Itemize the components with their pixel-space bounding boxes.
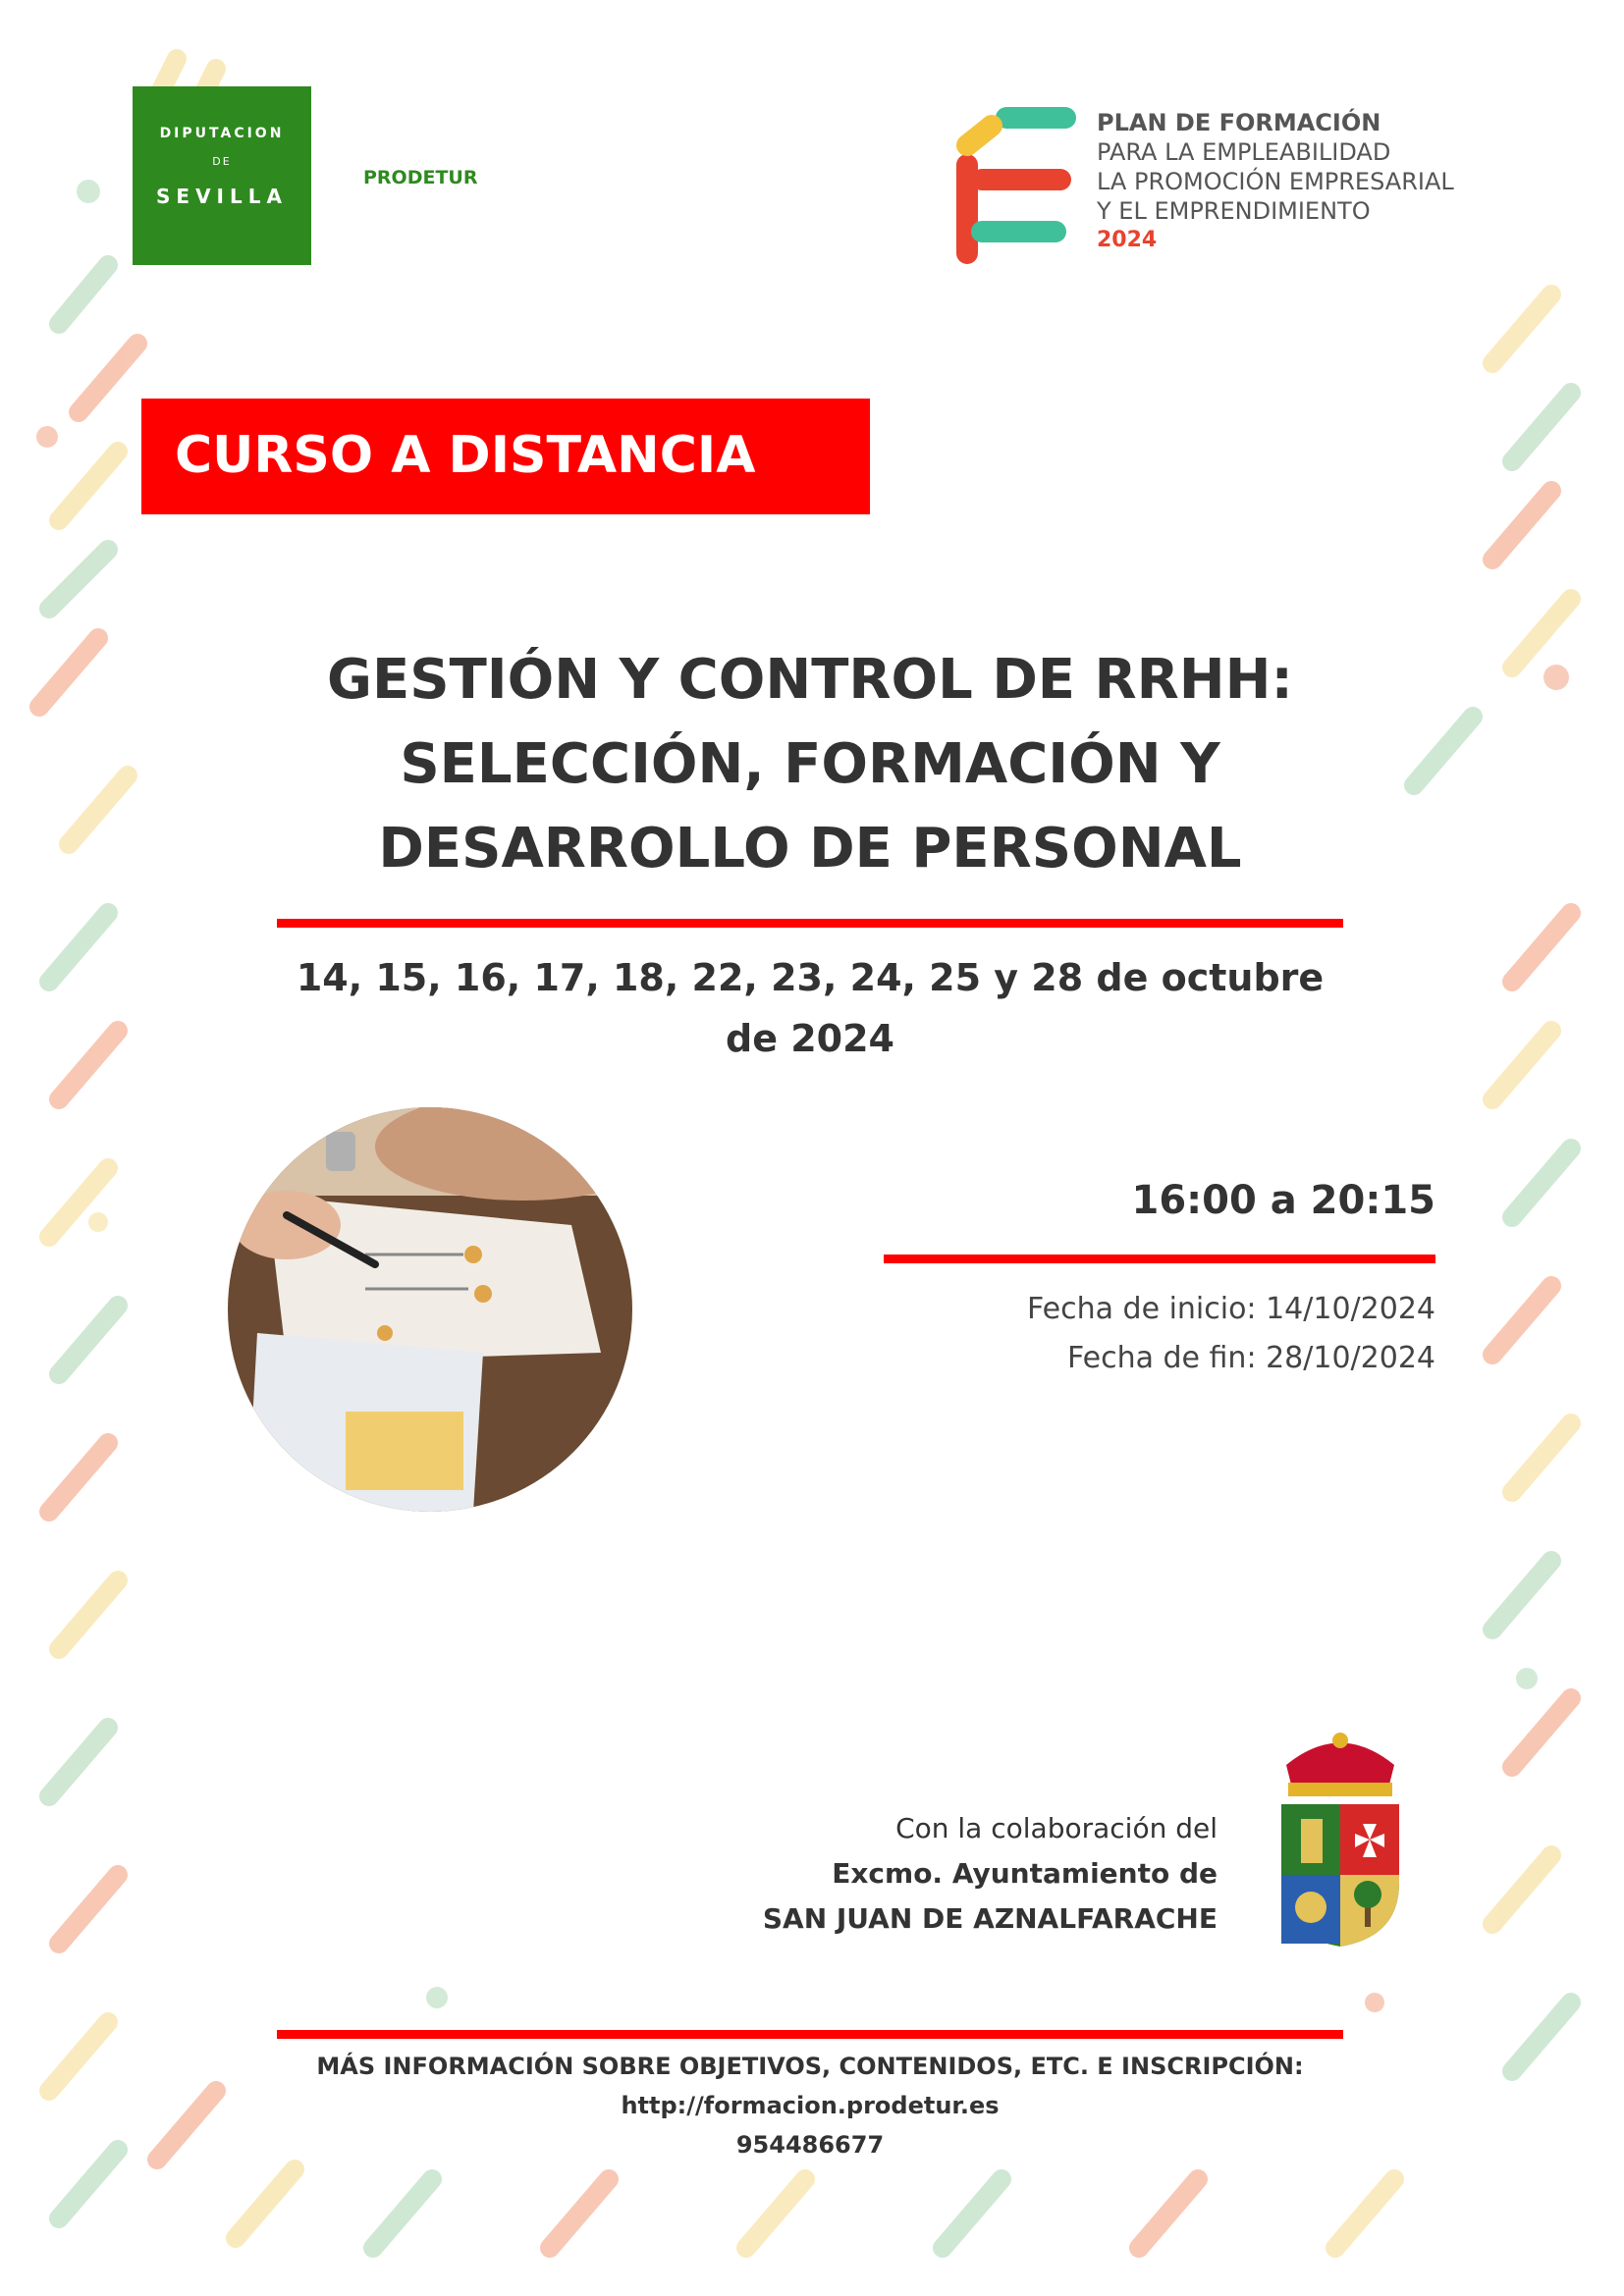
- course-dates-line-1: 14, 15, 16, 17, 18, 22, 23, 24, 25 y 28 de octubre: [296, 956, 1325, 999]
- logo-text-diputacion: DIPUTACION: [159, 126, 285, 141]
- title-divider: [277, 919, 1343, 928]
- end-date: Fecha de fin: 28/10/2024: [1067, 1341, 1435, 1375]
- collaboration-org-line-1: Excmo. Ayuntamiento de: [832, 1857, 1218, 1890]
- collaboration-block: [687, 1806, 1218, 1942]
- footer-divider: [277, 2030, 1343, 2039]
- logo-text-de: DE: [212, 155, 232, 168]
- collaboration-intro: Con la colaboración del: [895, 1812, 1218, 1844]
- plan-line-2: PARA LA EMPLEABILIDAD: [1097, 138, 1391, 166]
- plan-formacion-text: [1097, 108, 1454, 255]
- course-title: [196, 638, 1424, 891]
- course-type-label: CURSO A DISTANCIA: [175, 426, 756, 485]
- course-title-line-3: DESARROLLO DE PERSONAL: [378, 817, 1242, 881]
- coat-of-arms-icon: [1276, 1726, 1404, 1951]
- collaboration-org-line-2: SAN JUAN DE AZNALFARACHE: [762, 1902, 1218, 1935]
- footer-info: [277, 2047, 1343, 2164]
- start-date: Fecha de inicio: 14/10/2024: [1027, 1292, 1435, 1326]
- logo-text-sevilla: SEVILLA: [156, 185, 288, 208]
- plan-year: 2024: [1097, 228, 1158, 252]
- plan-line-3: LA PROMOCIÓN EMPRESARIAL: [1097, 168, 1454, 195]
- plan-line-4: Y EL EMPRENDIMIENTO: [1097, 197, 1371, 225]
- schedule-divider: [884, 1255, 1435, 1263]
- prodetur-label: PRODETUR: [363, 167, 478, 188]
- course-photo: [228, 1107, 632, 1512]
- course-dates-line-2: de 2024: [726, 1017, 894, 1060]
- course-title-line-2: SELECCIÓN, FORMACIÓN Y: [400, 732, 1220, 796]
- course-dates: [245, 947, 1375, 1069]
- course-title-line-1: GESTIÓN Y CONTROL DE RRHH:: [327, 648, 1293, 712]
- diputacion-sevilla-logo: [133, 86, 311, 265]
- schedule-time: 16:00 a 20:15: [1131, 1178, 1435, 1223]
- footer-heading: MÁS INFORMACIÓN SOBRE OBJETIVOS, CONTENIDOS, ETC. E INSCRIPCIÓN:: [316, 2053, 1304, 2080]
- footer-phone: 954486677: [735, 2131, 885, 2159]
- footer-url-link[interactable]: http://formacion.prodetur.es: [621, 2092, 1000, 2119]
- course-type-banner: [141, 399, 870, 514]
- plan-formacion-mark-icon: [938, 86, 1095, 273]
- plan-title: PLAN DE FORMACIÓN: [1097, 109, 1381, 136]
